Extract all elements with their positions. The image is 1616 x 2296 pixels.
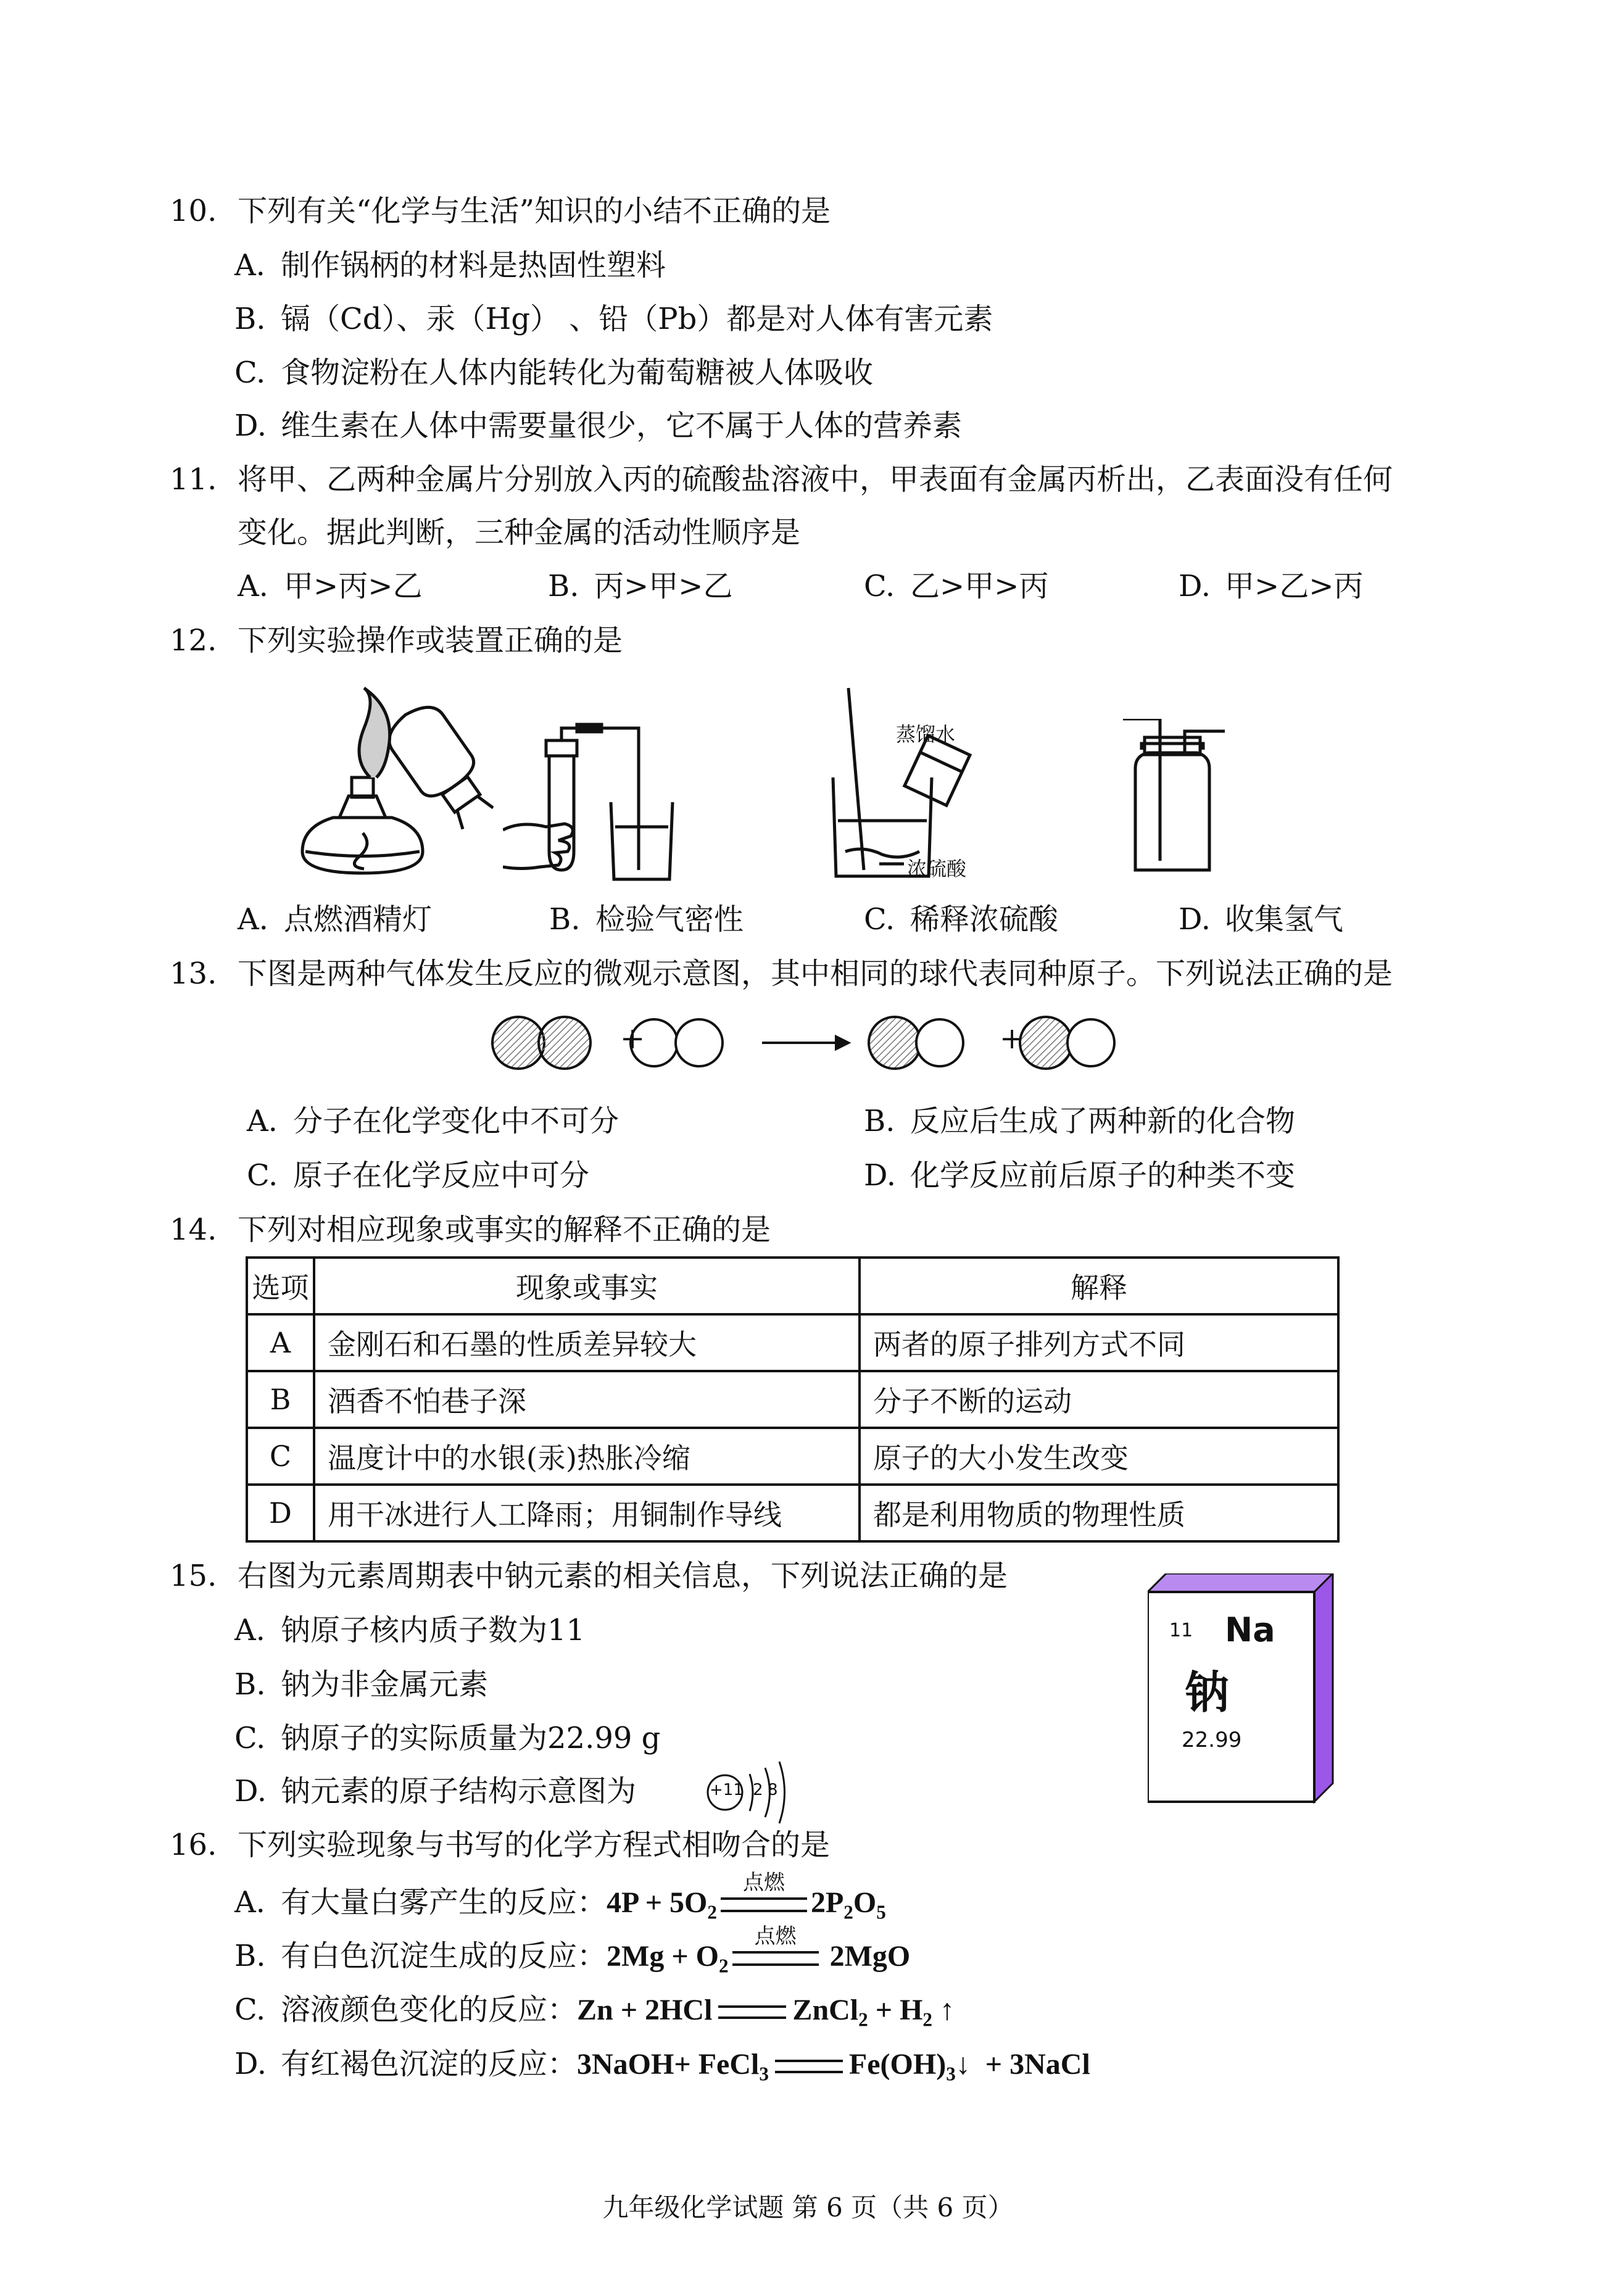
element-symbol: Na [1225,1610,1275,1649]
atomic-number: 11 [1169,1620,1193,1641]
atomic-mass: 22.99 [1182,1728,1242,1752]
q15-stem: 15. 右图为元素周期表中钠元素的相关信息，下列说法正确的是 [170,1559,1008,1593]
header-phenomenon: 现象或事实 [314,1258,860,1314]
q13-option-d: D. 化学反应前后原子的种类不变 [864,1158,1296,1193]
table-row [247,1485,1338,1541]
element-name: 钠 [1185,1667,1230,1718]
header-option: 选项 [247,1258,314,1314]
q10-option-c: C. 食物淀粉在人体内能转化为葡萄糖被人体吸收 [234,355,874,390]
plus-sign: + [620,1021,645,1056]
q11-option-c: C. 乙>甲>丙 [864,569,1049,603]
q13-option-c: C. 原子在化学反应中可分 [247,1158,590,1193]
q15-option-c: C. 钠原子的实际质量为22.99 g [234,1721,661,1755]
cell-explanation: 分子不断的运动 [860,1371,1338,1428]
q15-option-b: B. 钠为非金属元素 [234,1667,489,1702]
q12-option-d: D. 收集氢气 [1179,902,1344,937]
table-row [247,1371,1338,1428]
q12-option-c: C. 稀释浓硫酸 [864,902,1059,937]
atom-shell-2: 8 [768,1781,778,1799]
q16-option-c: C. 溶液颜色变化的反应：Zn + 2HCl ZnCl$_2$ + $H_2$ ↑ [234,1992,955,2031]
q16-option-a: A. 有大量白雾产生的反应：$4P + 5O_2$ 点燃 $2P_2O_5$ [234,1870,886,1923]
cell-explanation: 都是利用物质的物理性质 [860,1485,1338,1541]
q13-stem: 13. 下图是两种气体发生反应的微观示意图，其中相同的球代表同种原子。下列说法正确的是 [170,956,1393,991]
q13-option-a: A. 分子在化学变化中不可分 [247,1104,619,1138]
q16-option-d: D. 有红褐色沉淀的反应：3NaOH+ FeCl$_3$ $Fe(OH)_3↓$ + 3NaCl [234,2047,1090,2085]
q11-option-b: B. 丙>甲>乙 [548,569,733,603]
page-footer: 九年级化学试题 第 6 页（共 6 页） [602,2192,1014,2223]
q10-option-d: D. 维生素在人体中需要量很少，它不属于人体的营养素 [234,408,963,443]
q11-stem: 11. 将甲、乙两种金属片分别放入丙的硫酸盐溶液中，甲表面有金属丙析出，乙表面没有任何 [170,462,1393,497]
q10-stem: 10. 下列有关“化学与生活”知识的小结不正确的是 [170,194,831,228]
cell-explanation: 两者的原子排列方式不同 [860,1314,1338,1371]
cell-explanation: 原子的大小发生改变 [860,1428,1338,1485]
water-label: 蒸馏水 [896,723,956,746]
cell-phenomenon: 金刚石和石墨的性质差异较大 [314,1314,860,1371]
q11-option-a: A. 甲>丙>乙 [238,569,423,603]
airtightness-figure [503,722,682,889]
q15-option-a: A. 钠原子核内质子数为11 [234,1613,586,1647]
cell-phenomenon: 用干冰进行人工降雨；用铜制作导线 [314,1485,860,1541]
table-row [247,1314,1338,1371]
atom-shell-1: 2 [753,1781,763,1799]
q12-stem: 12. 下列实验操作或装置正确的是 [170,623,623,658]
table-header-row [247,1258,1338,1314]
q12-option-a: A. 点燃酒精灯 [238,902,433,937]
cell-option: B [247,1371,314,1428]
q14-table [246,1256,1340,1543]
plus-sign: + [1000,1021,1025,1056]
acid-label: 浓硫酸 [907,857,967,881]
header-explanation: 解释 [860,1258,1338,1314]
q16-stem: 16. 下列实验现象与书写的化学方程式相吻合的是 [170,1828,831,1862]
q14-stem: 14. 下列对相应现象或事实的解释不正确的是 [170,1212,771,1247]
alcohol-lamp-figure [290,685,494,889]
q15-option-d: D. 钠元素的原子结构示意图为 [234,1774,637,1809]
q10-option-b: B. 镉（Cd）、汞（Hg） 、铅（Pb）都是对人体有害元素 [234,302,993,336]
q11-option-d: D. 甲>乙>丙 [1179,569,1364,603]
q16-option-b: B. 有白色沉淀生成的反应：$2Mg + O_2$ 点燃 2MgO [234,1924,911,1977]
table-row [247,1428,1338,1485]
cell-option: D [247,1485,314,1541]
cell-phenomenon: 酒香不怕巷子深 [314,1371,860,1428]
q13-option-b: B. 反应后生成了两种新的化合物 [864,1104,1296,1138]
q12-option-b: B. 检验气密性 [549,902,744,937]
q11-stem-cont: 变化。据此判断，三种金属的活动性顺序是 [238,515,801,550]
cell-phenomenon: 温度计中的水银(汞)热胀冷缩 [314,1428,860,1485]
cell-option: A [247,1314,314,1371]
element-card [1148,1573,1357,1814]
reaction-diagram [491,1011,1145,1079]
atom-nucleus: +11 [710,1781,744,1799]
gas-bottle-figure [1117,719,1234,879]
cell-option: C [247,1428,314,1485]
q10-option-a: A. 制作锅柄的材料是热固性塑料 [234,248,666,283]
